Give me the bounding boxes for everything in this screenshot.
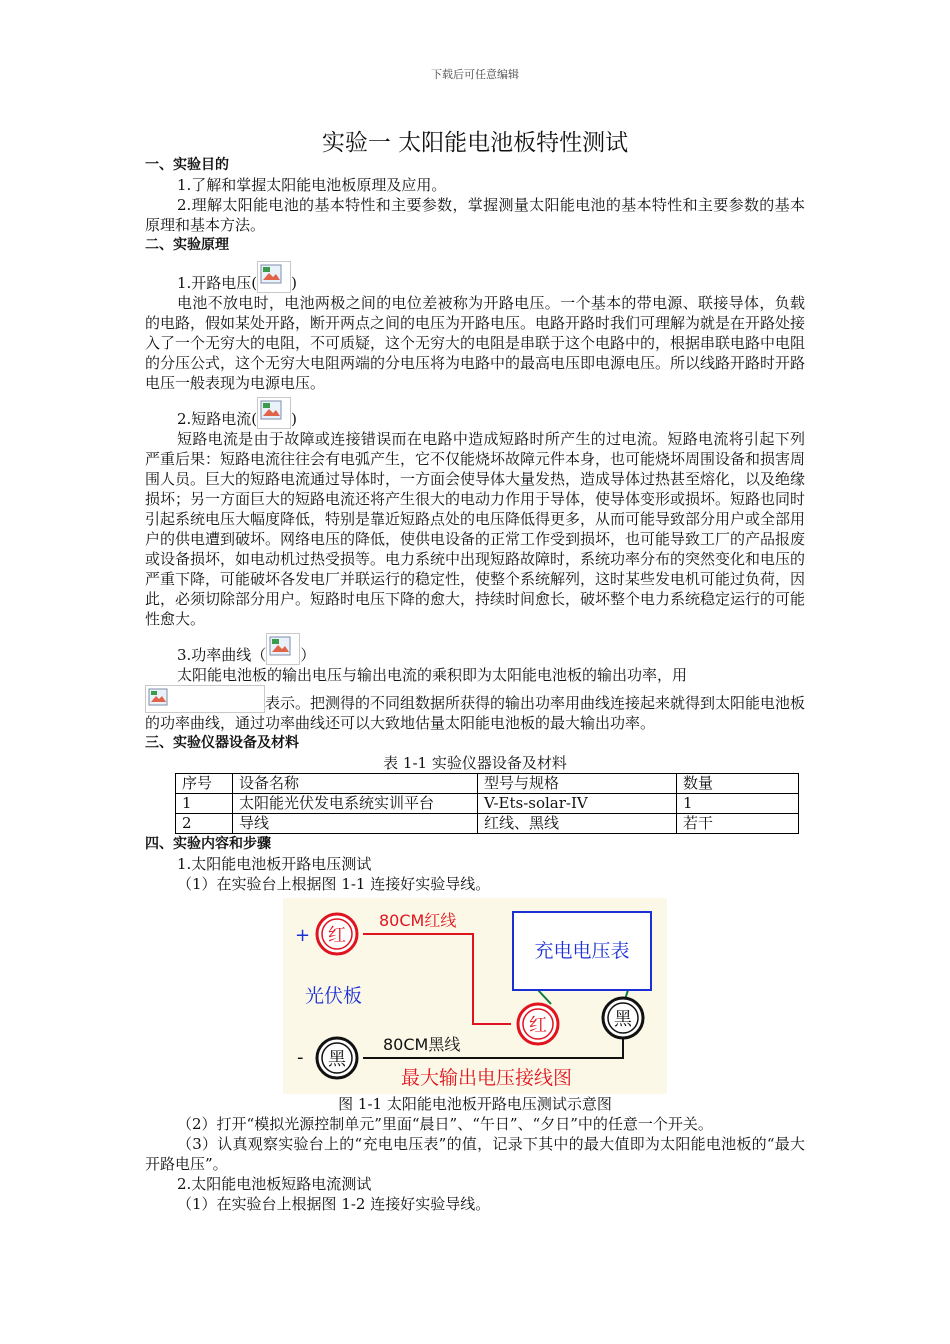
subheading-text: 1.开路电压( [177,274,258,292]
paragraph: 2.理解太阳能电池的基本特性和主要参数，掌握测量太阳能电池的基本特性和主要参数的基本原理和基本方法。 [145,196,805,234]
paragraph: （1）在实验台上根据图 1-2 连接好实验导线。 [177,1195,491,1213]
black-terminal-label: 黑 [614,1009,632,1030]
paragraph: 短路电流是由于故障或连接错误而在电路中造成短路时所产生的过电流。短路电流将引起下列严重后果：短路电流往往会有电弧产生，它不仅能烧坏故障元件本身，也可能烧坏周围设备和损害周围人员。巨大的短路电流通过导体时，一方面会使导体大量发热，造成导体过热甚至熔化，以及绝缘损坏；另一方面巨大的短路电流还将产生很大的电动力作用于导体，使导体变形或损坏。短路也同时引起系统电压大幅度降低，特别是靠近短路点处的电压降低得更多，从而可能导致部分用户或全部用户的供电遭到破坏。网络电压的降低，使供电设备的正常工作受到损坏，也可能导致工厂的产品报废或设备损坏，如电动机过热受损等。电力系统中出现短路故障时，系统功率分布的突然变化和电压的严重下降，可能破坏各发电厂并联运行的稳定性，使整个系统解列，这时某些发电机可能过负荷，因此，必须切除部分用户。短路时电压下降的愈大，持续时间愈长，破坏整个电力系统稳定运行的可能性愈大。 [145,430,806,628]
document-body [145,155,805,1214]
section-heading: 二、实验原理 [145,237,229,253]
broken-image-icon [257,397,291,429]
paragraph-text: 太阳能电池板的输出电压与输出电流的乘积即为太阳能电池板的输出功率，用 [177,666,688,684]
page-title: 实验一 太阳能电池板特性测试 [321,130,629,156]
table-header-row [176,774,799,794]
plus-sign: + [295,925,311,946]
subsection-heading [145,261,805,293]
section-heading: 四、实验内容和步骤 [145,836,271,852]
broken-image-icon [257,261,291,293]
black-wire-label: 80CM黑线 [383,1035,461,1054]
subheading-text: ） [300,646,316,664]
subheading-text: ) [291,274,298,292]
subsection-heading: 2.太阳能电池板短路电流测试 [177,1175,372,1193]
paragraph: （2）打开“模拟光源控制单元”里面“晨日”、“午日”、“夕日”中的任意一个开关。 [177,1115,713,1133]
table-cell: 1 [176,794,233,814]
table-header-cell: 设备名称 [233,774,478,794]
paragraph: （3）认真观察实验台上的“充电电压表”的值，记录下其中的最大值即为太阳能电池板的“最大开路电压”。 [145,1135,805,1173]
table-row [176,814,799,834]
table-cell: 太阳能光伏发电系统实训平台 [233,794,478,814]
section-heading: 一、实验目的 [145,157,229,173]
diagram-bottom-label: 最大输出电压接线图 [401,1067,573,1089]
figure-caption: 图 1-1 太阳能电池板开路电压测试示意图 [338,1095,612,1113]
table-header-cell: 型号与规格 [478,774,677,794]
table-caption: 表 1-1 实验仪器设备及材料 [383,754,567,772]
paragraph-text: 表示。把测得的不同组数据所获得的输出功率用曲线连接起来就得到太阳能电池板的功率曲线，通过功率曲线还可以大致地估量太阳能电池板的最大输出功率。 [145,694,806,732]
subheading-text: 2.短路电流( [177,410,258,428]
wiring-diagram-svg [283,898,667,1094]
subheading-text: ) [291,410,298,428]
broken-image-icon [266,633,300,665]
wiring-diagram [283,898,667,1094]
table-cell: 导线 [233,814,478,834]
paragraph: （1）在实验台上根据图 1-1 连接好实验导线。 [177,875,491,893]
subsection-heading: 1.太阳能电池板开路电压测试 [177,855,372,873]
header-note: 下载后可任意编辑 [431,68,519,81]
red-terminal-label: 红 [328,925,346,946]
paragraph [145,665,805,685]
paragraph: 电池不放电时，电池两极之间的电位差被称为开路电压。一个基本的带电源、联接导体，负载的电路，假如某处开路，断开两点之间的电压为开路电压。电路开路时我们可理解为就是在开路处接入了一个无穷大的电阻，不可质疑，这个无穷大的电阻是串联于这个电路中的，根据串联电路中电阻的分压公式，这个无穷大电阻两端的分电压将为电路中的最高电压即电源电压。所以线路开路时开路电压一般表现为电源电压。 [145,294,806,392]
paragraph [145,685,805,733]
table-row [176,794,799,814]
subsection-heading [145,397,805,429]
section-heading: 三、实验仪器设备及材料 [145,735,299,751]
equipment-table [175,773,799,834]
minus-sign: - [297,1047,304,1068]
voltmeter-label: 充电电压表 [534,940,630,962]
table-cell: 2 [176,814,233,834]
table-cell: 红线、黑线 [478,814,677,834]
subheading-text: 3.功率曲线（ [177,646,267,664]
meter-wire [538,990,551,1004]
table-cell: 若干 [677,814,799,834]
red-wire [363,934,511,1024]
table-header-cell: 数量 [677,774,799,794]
table-cell: V-Ets-solar-IV [478,794,677,814]
black-terminal-label: 黑 [328,1049,346,1070]
broken-image-icon [145,685,265,713]
red-terminal-label: 红 [529,1015,547,1036]
paragraph: 1.了解和掌握太阳能电池板原理及应用。 [177,176,447,194]
subsection-heading [145,633,805,665]
table-header-cell: 序号 [176,774,233,794]
panel-label: 光伏板 [305,985,363,1007]
red-wire-label: 80CM红线 [379,911,457,930]
table-cell: 1 [677,794,799,814]
